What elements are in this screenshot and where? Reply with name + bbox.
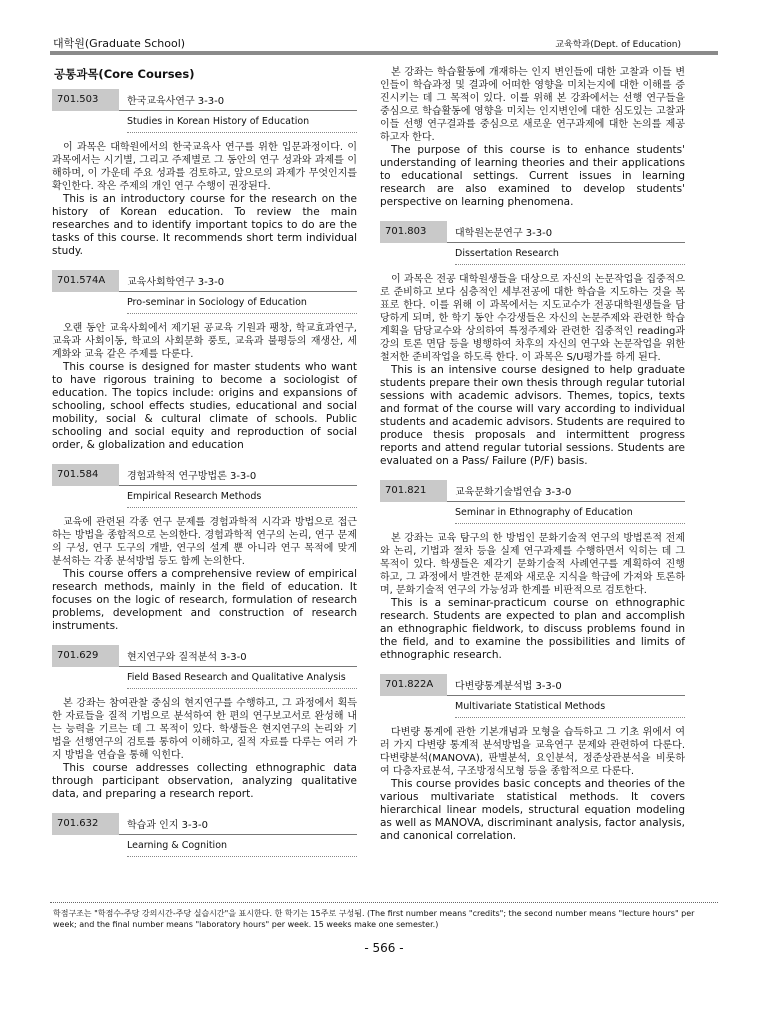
description-en: This course offers a comprehensive review of empirical research methods, mainly in the field of education. It focuses on the logic of research, formulation of research problems, development and construction of research instruments.: [52, 568, 357, 632]
description-ko: 이 과목은 전공 대학원생들을 대상으로 자신의 논문작업을 집중적으로 준비하고 보다 심층적인 세부전공에 대한 학습을 지도하는 것을 목표로 한다. 이를 위해 이 과목에서는 지도교수가 전공대학원생들을 담당하게 되며, 한 학기 동안 수강생들은 자신의 논문주제와 관련한 학습계획을 담당교수와 상의하여 특정주제와 관련한 집중적인 reading과 강의 토론 면담 등을 병행하여 차후의 자신의 연구와 논문작업을 위한 철저한 준비작업을 하도록 한다. 이 과목은 S/U평가를 하게 된다.: [380, 274, 685, 363]
course-title-ko: 현지연구와 질적분석 3-3-0: [127, 652, 247, 663]
footnote: 학점구조는 "학점수-주당 강의시간-주당 실습시간"을 표시한다. 한 학기는 15주로 구성됨. (The first number means "credits"; the second number means "lecture hours" per week; and the final number means "laboratory hours" per week. 15 weeks make one semester.): [53, 909, 695, 929]
course-block: [52, 270, 357, 452]
course-title-en: Pro-seminar in Sociology of Education: [127, 292, 357, 314]
course-header: [380, 221, 685, 243]
description-ko: 이 과목은 대학원에서의 한국교육사 연구를 위한 입문과정이다. 이 과목에서는 시기별, 그리고 주제별로 그 동안의 연구 성과와 과제를 이해하며, 이 가운데 주요 성과를 검토하고, 앞으로의 과제가 무엇인지를 확인한다. 작은 주제의 개인 연구 수행이 권장된다.: [52, 142, 357, 192]
course-description: [52, 141, 357, 258]
left-column: [52, 60, 357, 869]
course-header: [380, 674, 685, 696]
course-title-ko: 학습과 인지 3-3-0: [127, 820, 208, 831]
course-code: 701.803: [380, 221, 447, 243]
description-en: The purpose of this course is to enhance students' understanding of learning theories and their applications to educational settings. Current issues in learning research are also examined to develop students' perspective on learning phenomena.: [380, 144, 685, 208]
course-header: [52, 464, 357, 486]
course-title-ko: 교육문화기술법연습 3-3-0: [455, 487, 572, 498]
description-en: This course is designed for master students who want to have rigorous training to become a sociologist of education. The topics include: origins and expansions of schooling, school effects studies, educational and social mobility, social & cultural climate of schools. Public schooling and social equity and reproduction of social order, & globalization and education: [52, 361, 357, 451]
page-number: - 566 -: [364, 941, 404, 955]
course-description: [380, 273, 685, 468]
course-description: [52, 697, 357, 801]
course-code: 701.503: [52, 89, 119, 111]
course-title-ko: 다변량통계분석법 3-3-0: [455, 681, 562, 692]
course-title-ko: 교육사회학연구 3-3-0: [127, 277, 225, 288]
description-en: This is an introductory course for the research on the history of Korean education. To review the main researches and to identify important topics to do are the tasks of this course. It recommends short term individual study.: [52, 193, 357, 257]
course-block: [380, 480, 685, 662]
description-en: This is a seminar-practicum course on ethnographic research. Students are expected to plan and accomplish an ethnographic fieldwork, to discuss problems found in the field, and to examine the possibilities and limits of ethnographic research.: [380, 597, 685, 661]
course-description: [380, 726, 685, 843]
course-header: [52, 813, 357, 835]
course-description: [380, 66, 685, 209]
course-title-ko: 대학원논문연구 3-3-0: [455, 228, 553, 239]
course-title-en: Field Based Research and Qualitative Analysis: [127, 667, 357, 689]
course-title-en: Dissertation Research: [455, 243, 685, 265]
description-ko: 본 강좌는 참여관찰 중심의 현지연구를 수행하고, 그 과정에서 획득한 자료들을 질적 기법으로 분석하여 한 편의 연구보고서로 완성해 내는 능력을 기르는 데 그 목적이 있다. 학생들은 현지연구의 논리와 기법을 선행연구의 검토를 통하여 이해하고, 질적 자료를 다루는 여러 가지 방법을 연습을 통해 익힌다.: [52, 698, 357, 761]
course-description: [380, 532, 685, 662]
header-rule: [50, 51, 718, 55]
course-block: [52, 464, 357, 633]
course-code: 701.574A: [52, 270, 119, 292]
description-en: This course addresses collecting ethnographic data through participant observation, analyzing qualitative data, and preparing a research report.: [52, 762, 357, 800]
description-en: This course provides basic concepts and theories of the various multivariate statistical methods. It covers hierarchical linear models, structural equation modeling as well as MANOVA, discriminant analysis, factor analysis, and canonical correlation.: [380, 778, 685, 842]
course-header: [52, 89, 357, 111]
course-block: [52, 813, 357, 857]
course-block: [380, 674, 685, 843]
section-title: 공통과목(Core Courses): [54, 67, 195, 81]
description-en: This is an intensive course designed to help graduate students prepare their own thesis through regular tutorial sessions with academic advisors. Themes, topics, texts and format of the course will vary according to individual students and academic advisors. Students are required to produce thesis proposals and intermittent progress reports and attend regular tutorial sessions. Students are evaluated on a Pass/ Failure (P/F) basis.: [380, 364, 685, 467]
course-header: [52, 645, 357, 667]
course-description: [52, 516, 357, 633]
description-ko: 교육에 관련된 각종 연구 문제를 경험과학적 시각과 방법으로 접근하는 방법을 종합적으로 논의한다. 경험과학적 연구의 논리, 연구 문제의 구성, 연구 도구의 개발, 연구의 설계 뿐 아니라 연구 목적에 맞게 분석하는 각종 분석방법 등도 함께 논의한다.: [52, 517, 357, 567]
course-title-en: Seminar in Ethnography of Education: [455, 502, 685, 524]
course-title-en: Empirical Research Methods: [127, 486, 357, 508]
course-title-en: Studies in Korean History of Education: [127, 111, 357, 133]
course-header: [380, 480, 685, 502]
course-title-en: Learning & Cognition: [127, 835, 357, 857]
footnote-rule: [50, 902, 718, 903]
course-title-en: Multivariate Statistical Methods: [455, 696, 685, 718]
course-code: 701.821: [380, 480, 447, 502]
course-header: [52, 270, 357, 292]
course-title-ko: 경험과학적 연구방법론 3-3-0: [127, 471, 257, 482]
right-column: [380, 60, 685, 855]
course-title-ko: 한국교육사연구 3-3-0: [127, 96, 225, 107]
course-description: [52, 322, 357, 452]
course-code: 701.584: [52, 464, 119, 486]
course-block: [52, 89, 357, 258]
course-continuation: [380, 66, 685, 209]
description-ko: 본 강좌는 학습활동에 개재하는 인지 변인들에 대한 고찰과 이들 변인들이 학습과정 및 결과에 어떠한 영향을 미치는지에 대한 이해를 증진시키는 데 그 목적이 있다. 이를 위해 본 강좌에서는 선행 연구들을 중심으로 학습활동에 영향을 미치는 인지변인에 대한 심도있는 고찰과 이들 선행 연구결과를 중심으로 새로운 연구과제에 대한 논의를 제공하고자 한다.: [380, 67, 685, 143]
description-ko: 본 강좌는 교육 탐구의 한 방법인 문화기술적 연구의 방법론적 전제와 논리, 기법과 절차 등을 실제 연구과제를 수행하면서 익히는 데 그 목적이 있다. 학생들은 제각기 문화기술적 사례연구를 계획하여 진행하고, 그 과정에서 발견한 문제와 새로운 지식을 학급에 가져와 토론하며, 문화기술적 연구의 가능성과 한계를 비판적으로 검토한다.: [380, 533, 685, 596]
description-ko: 오랜 동안 교육사회에서 제기된 공교육 기원과 팽창, 학교효과연구, 교육과 사회이동, 학교의 사회문화 풍토, 교육과 불평등의 재생산, 세계화와 교육 같은 주제를 다룬다.: [52, 323, 357, 360]
description-ko: 다변량 통계에 관한 기본개념과 모형을 습득하고 그 기초 위에서 여러 가지 다변량 통계적 분석방법을 교육연구 문제와 관련하여 다룬다. 다변량분석(MANOVA), 판별분석, 요인분석, 정준상관분석을 비롯하여 다층자료분석, 구조방정식모형 등을 종합적으로 다룬다.: [380, 727, 685, 777]
header-left: 대학원(Graduate School): [53, 37, 186, 50]
course-code: 701.822A: [380, 674, 447, 696]
course-block: [52, 645, 357, 801]
header-right: 교육학과(Dept. of Education): [555, 40, 681, 50]
course-block: [380, 221, 685, 468]
course-code: 701.632: [52, 813, 119, 835]
course-code: 701.629: [52, 645, 119, 667]
